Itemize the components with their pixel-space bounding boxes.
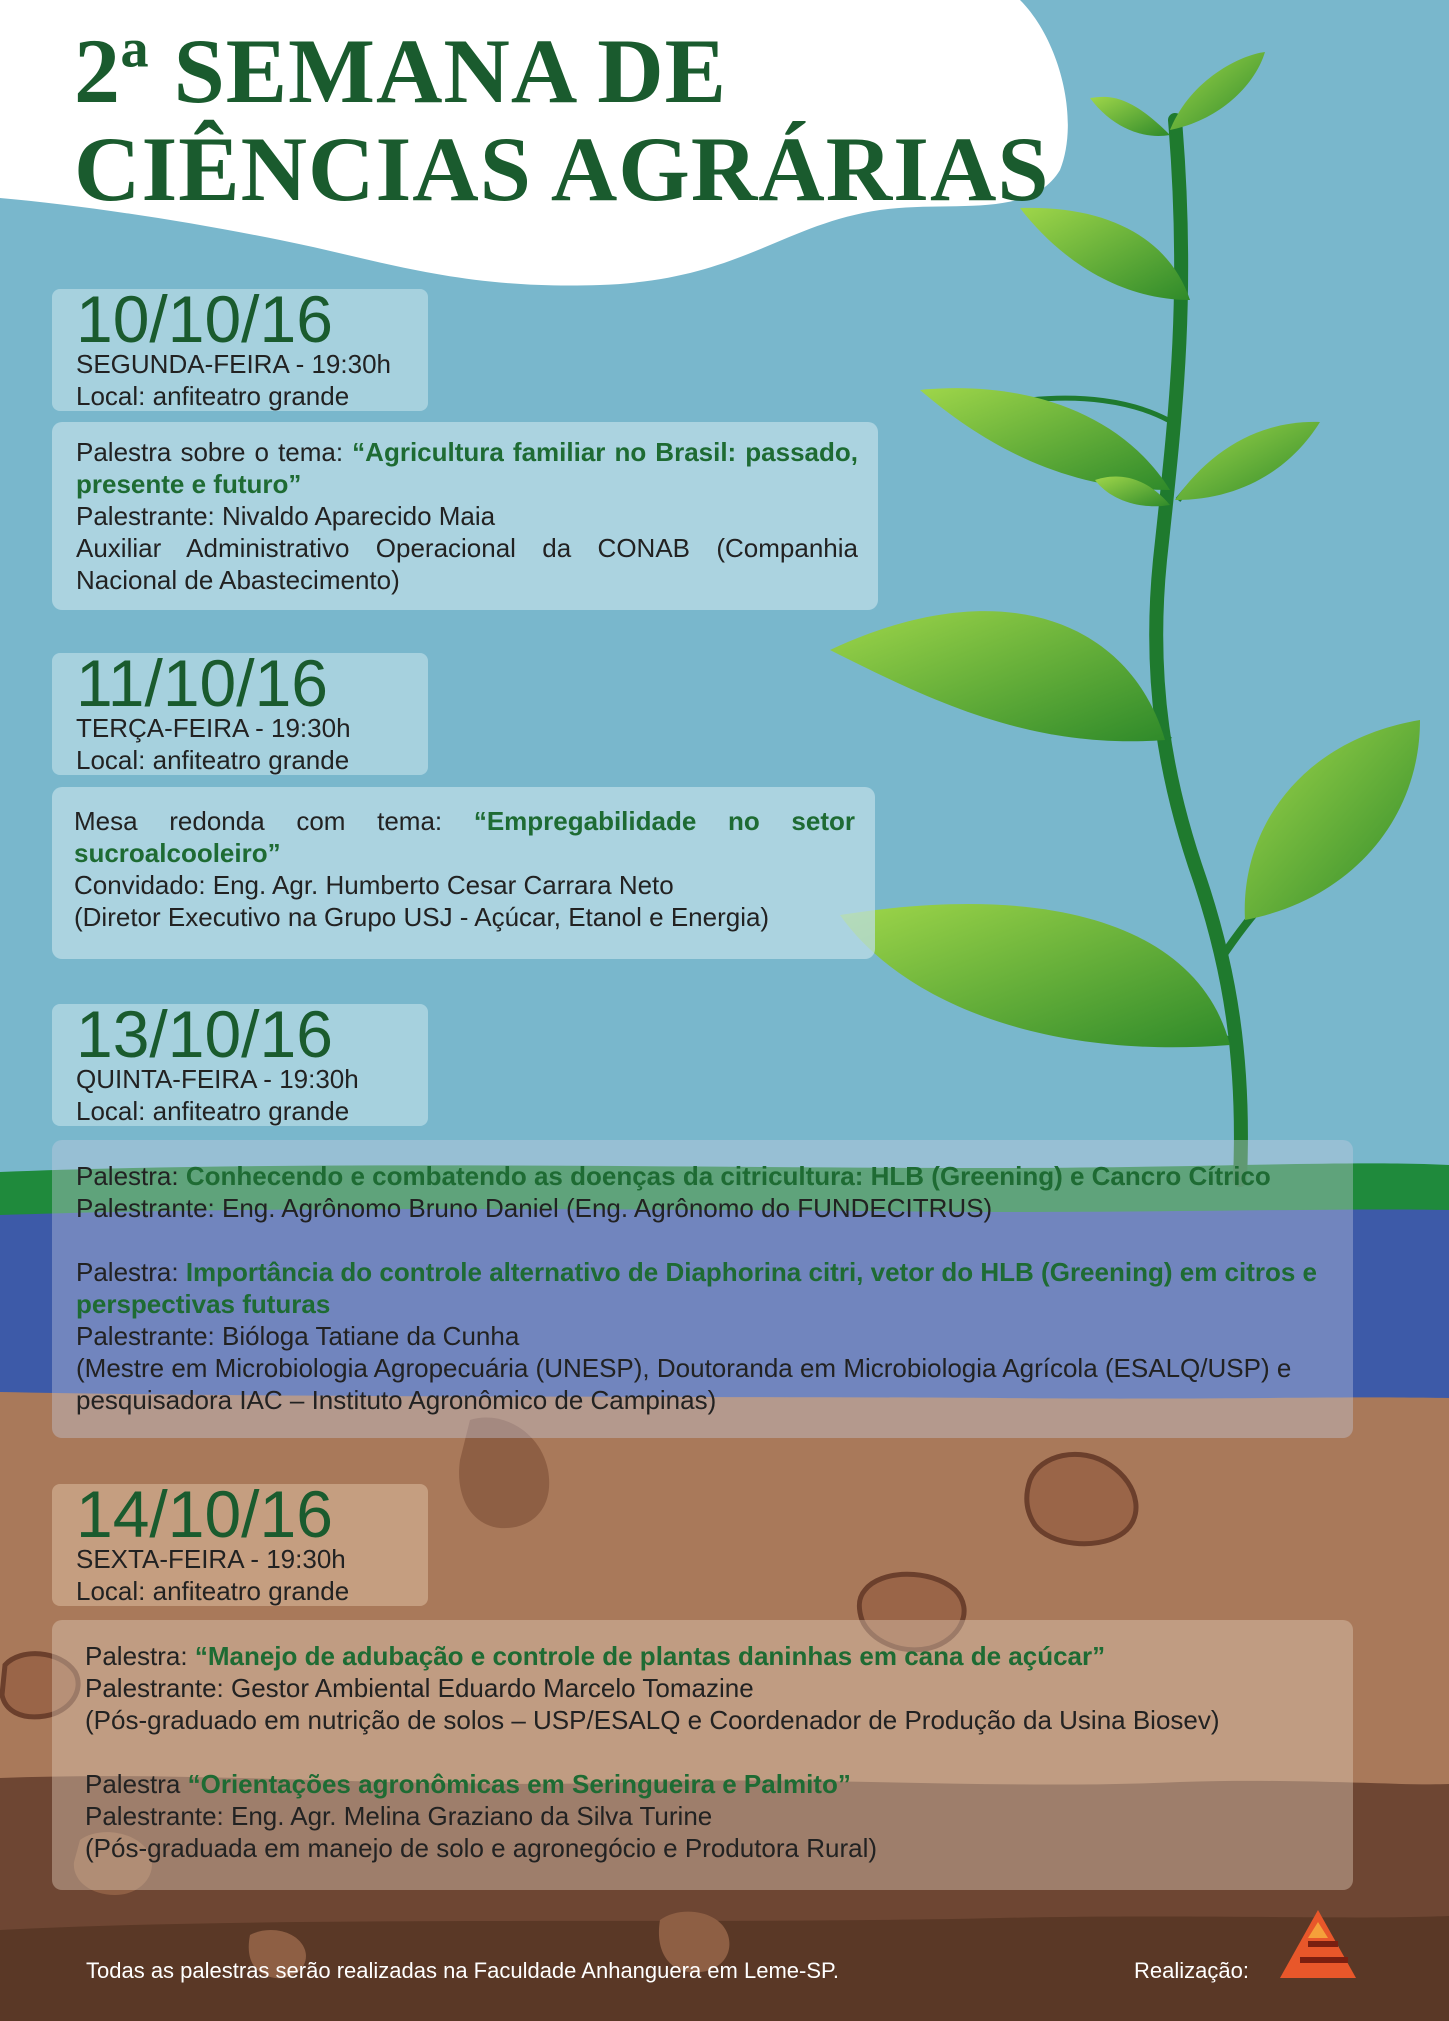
title-line-1: 2ª SEMANA DE xyxy=(74,20,727,122)
speaker-role: (Mestre em Microbiologia Agropecuária (UNESP), Doutoranda em Microbiologia Agrícola (ESALQ/USP) e pesquisadora IAC – Instituto Agronômico de Campinas) xyxy=(76,1353,1292,1415)
event-box-day-2 xyxy=(52,787,875,959)
weekday-time: SEXTA-FEIRA - 19:30h xyxy=(76,1544,346,1574)
location: Local: anfiteatro grande xyxy=(76,745,350,775)
event-box-day-4 xyxy=(52,1620,1353,1890)
speaker: Palestrante: Bióloga Tatiane da Cunha xyxy=(76,1321,520,1351)
speaker: Palestrante: Eng. Agr. Melina Graziano da Silva Turine xyxy=(85,1801,713,1831)
title-line-2: CIÊNCIAS AGRÁRIAS xyxy=(74,118,1050,220)
guest: Convidado: Eng. Agr. Humberto Cesar Carrara Neto xyxy=(74,870,674,900)
date: 13/10/16 xyxy=(76,997,333,1071)
guest-role: (Diretor Executivo na Grupo USJ - Açúcar, Etanol e Energia) xyxy=(74,902,770,932)
speaker: Palestrante: Gestor Ambiental Eduardo Marcelo Tomazine xyxy=(85,1673,754,1703)
speaker-role: Auxiliar Administrativo Operacional da CONAB (Companhia Nacional de Abastecimento) xyxy=(76,533,858,595)
speaker: Palestrante: Eng. Agrônomo Bruno Daniel (Eng. Agrônomo do FUNDECITRUS) xyxy=(76,1193,993,1223)
location: Local: anfiteatro grande xyxy=(76,1096,350,1126)
event-box-day-1 xyxy=(52,422,878,610)
realizacao-label: Realização: xyxy=(1134,1958,1249,1983)
weekday-time: SEGUNDA-FEIRA - 19:30h xyxy=(76,349,391,379)
speaker-role: (Pós-graduado em nutrição de solos – USP/ESALQ e Coordenador de Produção da Usina Biosev) xyxy=(85,1705,1220,1735)
date: 14/10/16 xyxy=(76,1477,333,1551)
date: 10/10/16 xyxy=(76,282,333,356)
event-topic: “Orientações agronômicas em Seringueira e Palmito” xyxy=(187,1769,851,1799)
event-topic: Conhecendo e combatendo as doenças da citricultura: HLB (Greening) e Cancro Cítrico xyxy=(185,1161,1271,1191)
speaker: Palestrante: Nivaldo Aparecido Maia xyxy=(76,501,496,531)
event-box-day-3 xyxy=(52,1140,1353,1438)
location: Local: anfiteatro grande xyxy=(76,1576,350,1606)
event-title: Palestra: “Manejo de adubação e controle de plantas daninhas em cana de açúcar” xyxy=(85,1641,1106,1671)
event-title: Palestra “Orientações agronômicas em Seringueira e Palmito” xyxy=(85,1769,851,1799)
event-title: Mesa redonda com tema: “Empregabilidade no setor sucroalcooleiro” xyxy=(74,806,855,868)
page-title xyxy=(74,22,1050,218)
date-box-day-3 xyxy=(52,997,428,1126)
event-topic: “Manejo de adubação e controle de plantas daninhas em cana de açúcar” xyxy=(194,1641,1106,1671)
event-title: Palestra: Conhecendo e combatendo as doenças da citricultura: HLB (Greening) e Cancro Cítrico xyxy=(76,1161,1271,1191)
location: Local: anfiteatro grande xyxy=(76,381,350,411)
event-title: Palestra sobre o tema: “Agricultura familiar no Brasil: passado, presente e futuro” xyxy=(76,437,858,499)
date: 11/10/16 xyxy=(76,646,329,720)
footer-note: Todas as palestras serão realizadas na Faculdade Anhanguera em Leme-SP. xyxy=(86,1958,839,1983)
date-box-day-1 xyxy=(52,282,428,411)
anhanguera-logo-icon xyxy=(1278,1908,1358,1980)
speaker-role: (Pós-graduada em manejo de solo e agronegócio e Produtora Rural) xyxy=(85,1833,878,1863)
event-title: Palestra: Importância do controle alternativo de Diaphorina citri, vetor do HLB (Greening) em citros e perspectivas futuras xyxy=(76,1257,1318,1319)
event-topic: Importância do controle alternativo de Diaphorina citri, vetor do HLB (Greening) em citros e perspectivas futuras xyxy=(76,1257,1318,1319)
event-topic: “Empregabilidade no setor sucroalcooleiro” xyxy=(74,806,855,868)
weekday-time: TERÇA-FEIRA - 19:30h xyxy=(76,713,351,743)
date-box-day-4 xyxy=(52,1477,428,1606)
event-topic: “Agricultura familiar no Brasil: passado, presente e futuro” xyxy=(76,437,858,499)
date-box-day-2 xyxy=(52,646,428,775)
weekday-time: QUINTA-FEIRA - 19:30h xyxy=(76,1064,359,1094)
